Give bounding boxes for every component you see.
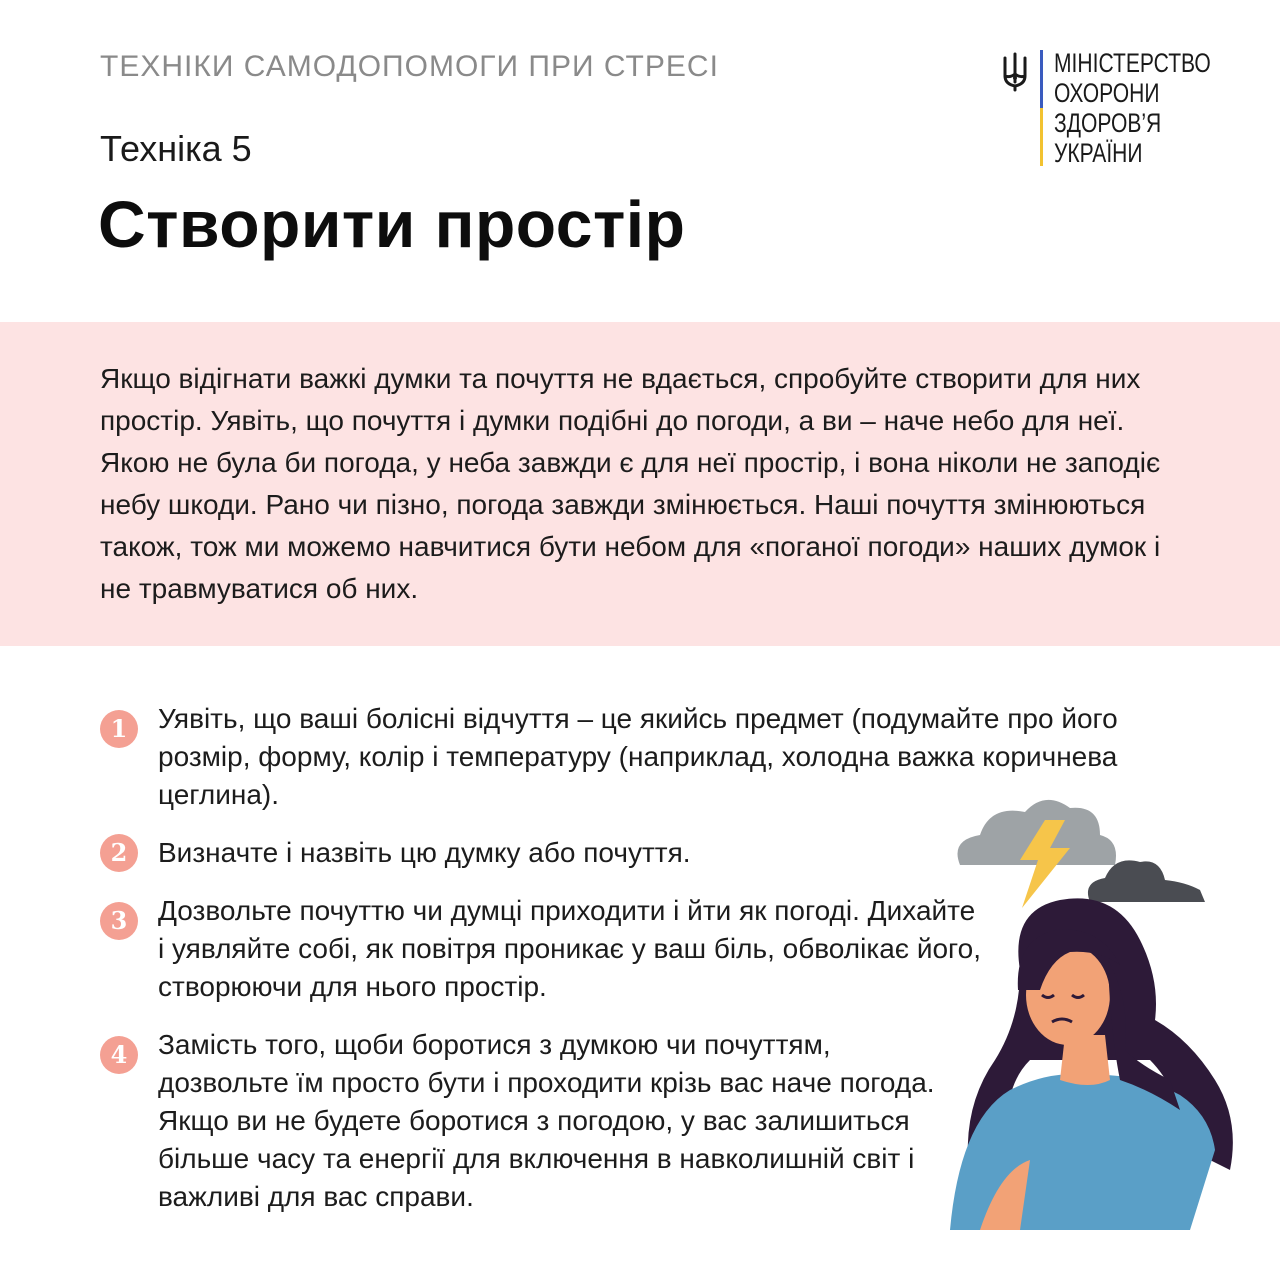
ministry-name-line: МІНІСТЕРСТВО <box>1054 48 1211 78</box>
ministry-name-line: ЗДОРОВ’Я <box>1054 108 1162 138</box>
step-number-badge: 3 <box>100 902 138 940</box>
logo-bar-blue <box>1040 50 1043 108</box>
step-number-badge: 1 <box>100 710 138 748</box>
step-text: Замість того, щоби боротися з думкою чи почуттям, дозвольте їм просто бути і проходити крізь вас наче погода. Якщо ви не будете боротися з погодою, у вас залишиться більше часу та енергії для включення в навколишній світ і важливі для вас справи. <box>158 1029 935 1212</box>
ministry-name <box>1054 48 1211 168</box>
step-text: Дозвольте почуттю чи думці приходити і йти як погоді. Дихайте і уявляйте собі, як повітря проникає у ваш біль, обволікає його, створюючи для нього простір. <box>158 895 981 1002</box>
technique-number: Техніка 5 <box>100 128 252 169</box>
ministry-logo <box>1000 50 1220 170</box>
sad-woman-illustration <box>950 898 1233 1230</box>
page-title: Створити простір <box>98 187 686 261</box>
trident-icon <box>1000 52 1030 92</box>
step-text: Визначте і назвіть цю думку або почуття. <box>158 837 691 868</box>
step-number-badge: 2 <box>100 834 138 872</box>
ministry-name-line: УКРАЇНИ <box>1054 138 1143 168</box>
logo-bar-yellow <box>1040 108 1043 166</box>
storm-cloud-icon <box>958 800 1206 902</box>
page-overline: ТЕХНІКИ САМОДОПОМОГИ ПРИ СТРЕСІ <box>100 50 719 83</box>
step-text: Уявіть, що ваші болісні відчуття – це якийсь предмет (подумайте про його розмір, форму, колір і температуру (наприклад, холодна важка коричнева цеглина). <box>158 703 1118 810</box>
intro-panel <box>0 322 1280 646</box>
stress-illustration <box>940 790 1240 1230</box>
intro-text: Якщо відігнати важкі думки та почуття не вдається, спробуйте створити для них простір. Уявіть, що почуття і думки подібні до погоди, а ви – наче небо для неї. Якою не була би погода, у неба завжди є для неї простір, і вона ніколи не заподіє небу шкоди. Рано чи пізно, погода завжди змінюється. Наші почуття змінюються також, тож ми можемо навчитися бути небом для «поганої погоди» наших думок і не травмуватися об них. <box>100 363 1161 604</box>
ministry-name-line: ОХОРОНИ <box>1054 78 1160 108</box>
step-number-badge: 4 <box>100 1036 138 1074</box>
